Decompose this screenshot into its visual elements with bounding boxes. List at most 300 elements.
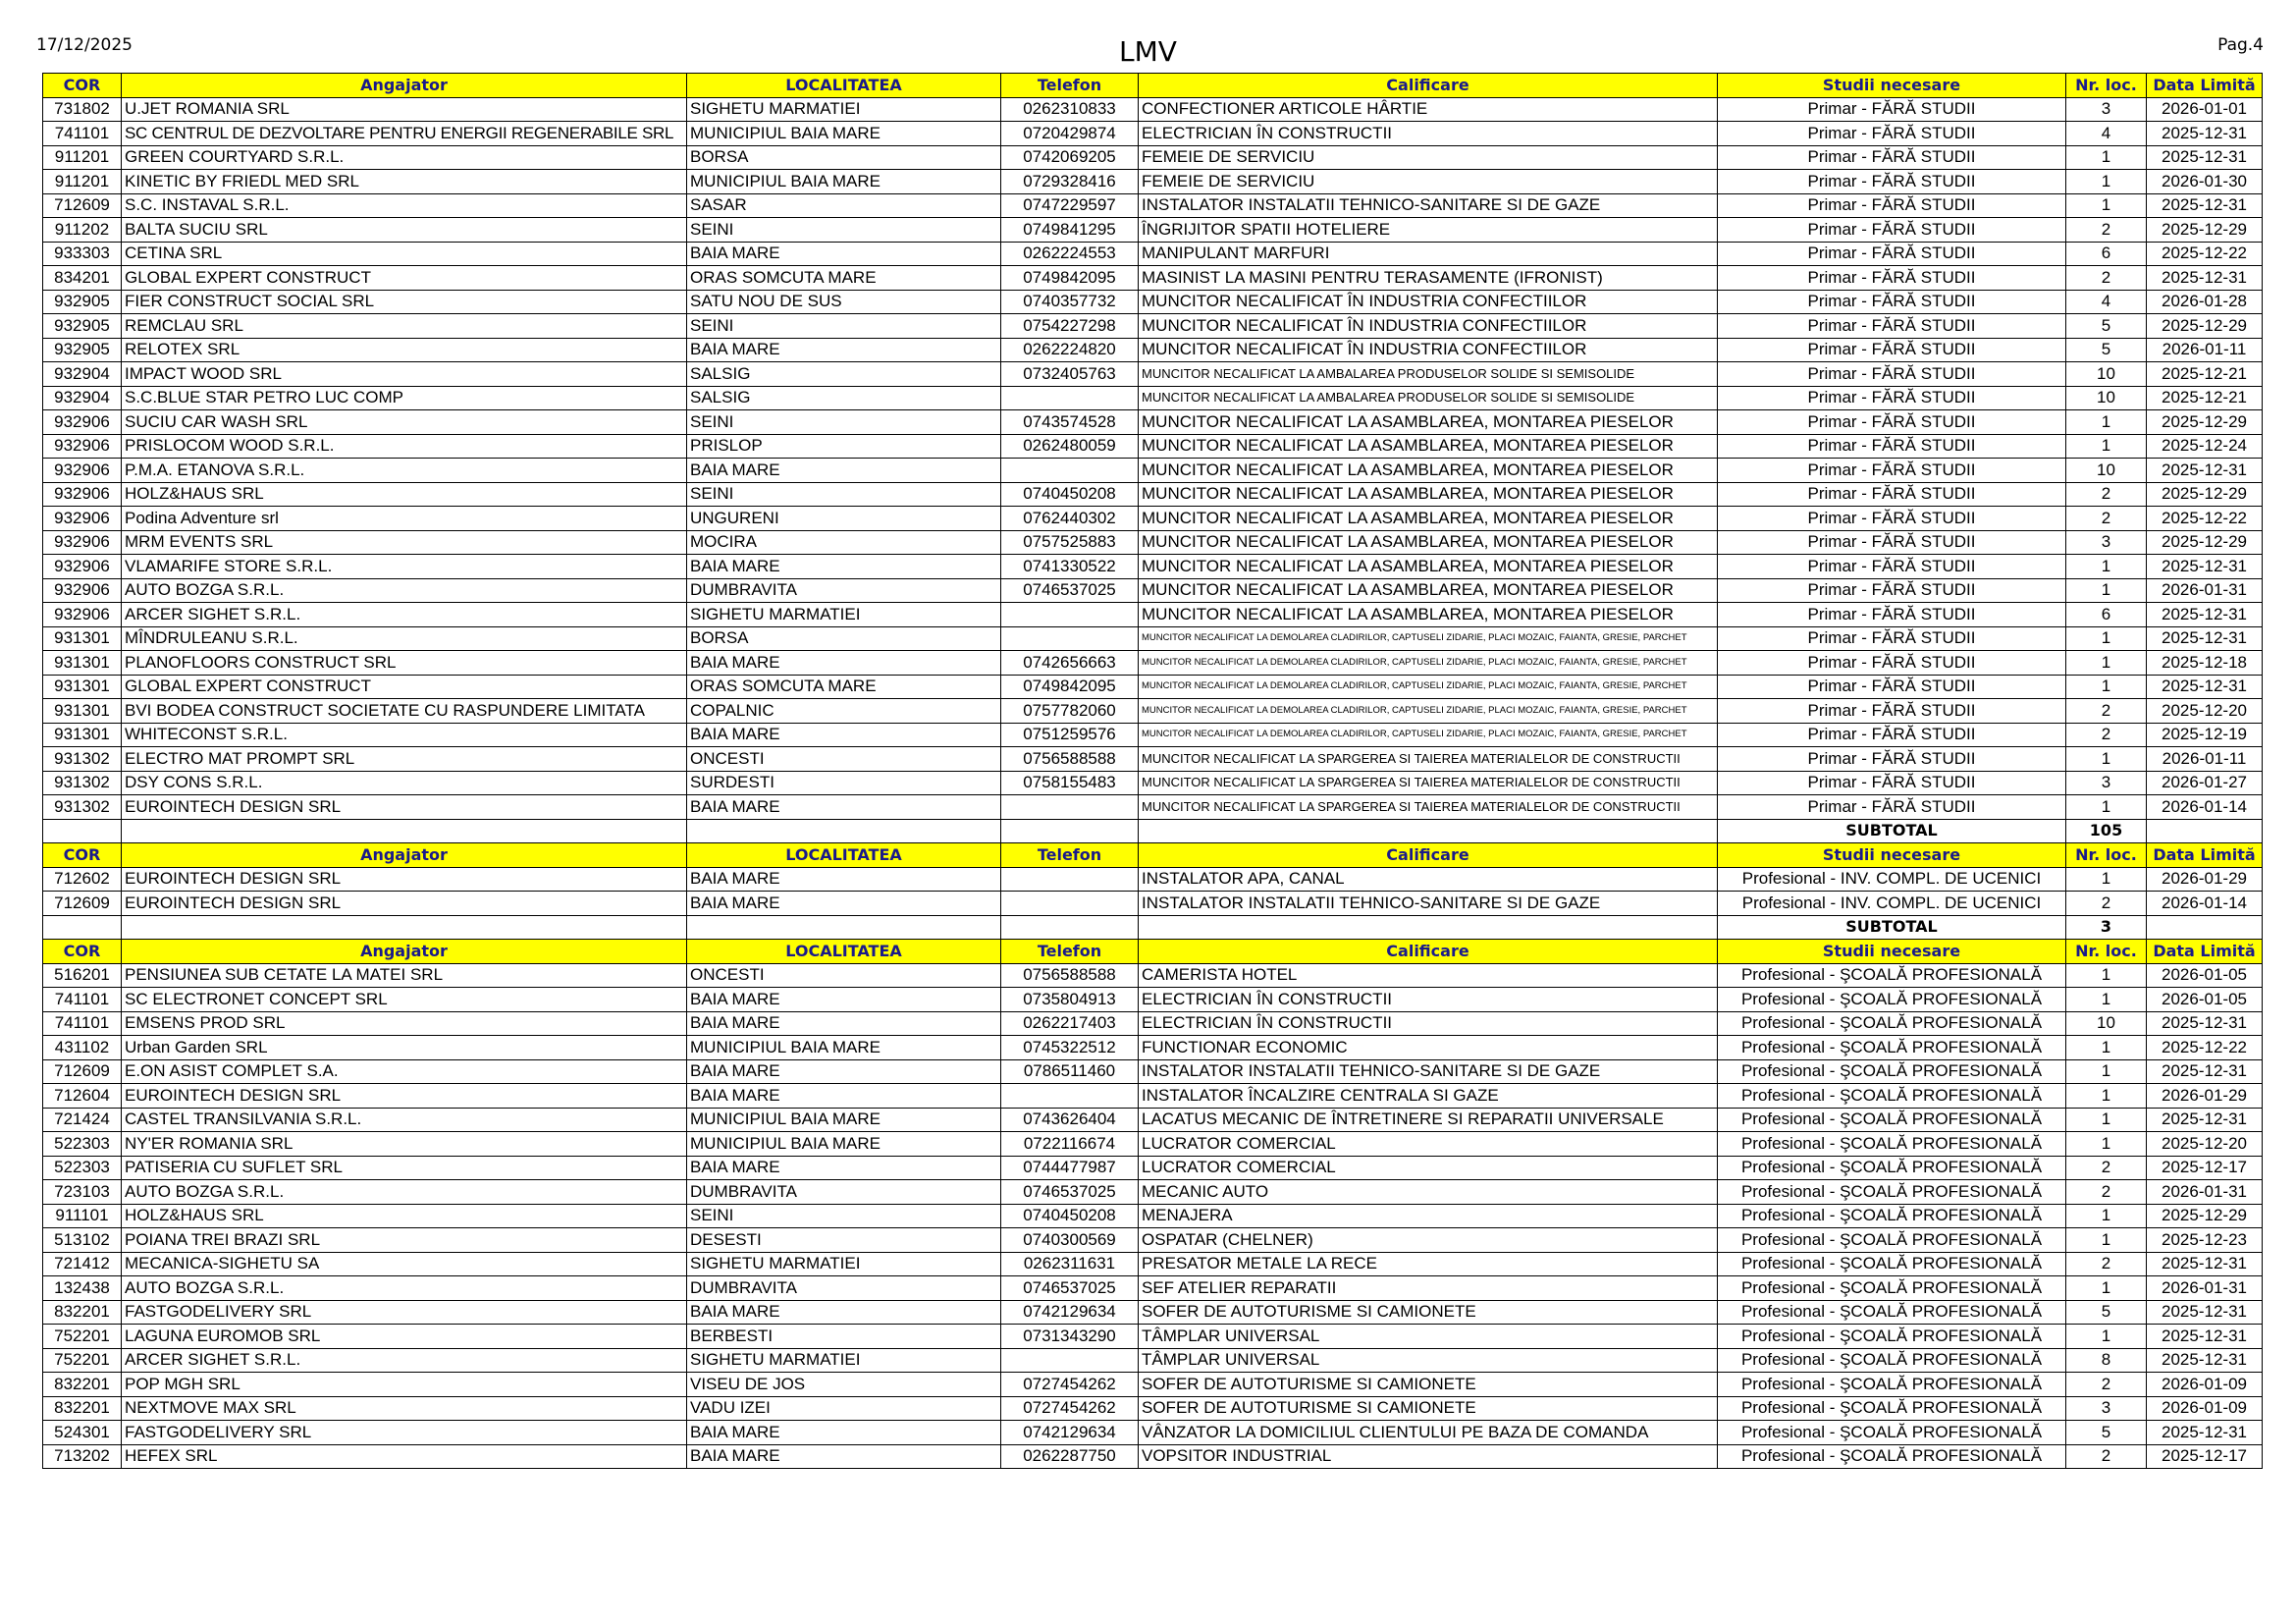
subtotal-row xyxy=(43,819,2263,843)
deadline-cell: 2026-01-05 xyxy=(2147,963,2263,988)
qualification-cell: INSTALATOR APA, CANAL xyxy=(1139,867,1718,892)
positions-cell: 1 xyxy=(2066,988,2147,1012)
table-row xyxy=(43,1396,2263,1421)
deadline-cell: 2025-12-22 xyxy=(2147,242,2263,266)
cor-cell: 524301 xyxy=(43,1421,122,1445)
table-row xyxy=(43,314,2263,339)
cor-cell: 932906 xyxy=(43,578,122,603)
cor-cell: 932905 xyxy=(43,290,122,314)
cor-cell: 911202 xyxy=(43,218,122,243)
column-header-row xyxy=(43,940,2263,964)
positions-cell: 2 xyxy=(2066,723,2147,747)
employer-cell: EUROINTECH DESIGN SRL xyxy=(122,795,687,820)
employer-cell: MRM EVENTS SRL xyxy=(122,530,687,555)
phone-cell: 0749842095 xyxy=(1001,675,1139,699)
deadline-cell: 2025-12-31 xyxy=(2147,555,2263,579)
table-row xyxy=(43,1108,2263,1132)
qualification-cell: SEF ATELIER REPARATII xyxy=(1139,1276,1718,1301)
subtotal-label: SUBTOTAL xyxy=(1718,915,2066,940)
cor-cell: 741101 xyxy=(43,122,122,146)
cor-cell: 931302 xyxy=(43,771,122,795)
table-row xyxy=(43,675,2263,699)
employer-cell: PRISLOCOM WOOD S.R.L. xyxy=(122,434,687,459)
phone-cell: 0751259576 xyxy=(1001,723,1139,747)
deadline-cell: 2026-01-09 xyxy=(2147,1373,2263,1397)
subtotal-value: 3 xyxy=(2066,915,2147,940)
column-header: Nr. loc. xyxy=(2066,74,2147,98)
report-date: 17/12/2025 xyxy=(36,35,133,55)
locality-cell: UNGURENI xyxy=(687,507,1001,531)
employer-cell: AUTO BOZGA S.R.L. xyxy=(122,1180,687,1205)
locality-cell: BORSA xyxy=(687,145,1001,170)
positions-cell: 10 xyxy=(2066,386,2147,410)
studies-cell: Primar - FĂRĂ STUDII xyxy=(1718,771,2066,795)
qualification-cell: MUNCITOR NECALIFICAT ÎN INDUSTRIA CONFECTIILOR xyxy=(1139,290,1718,314)
employer-cell: HOLZ&HAUS SRL xyxy=(122,482,687,507)
locality-cell: BAIA MARE xyxy=(687,651,1001,676)
cor-cell: 712609 xyxy=(43,1059,122,1084)
studies-cell: Primar - FĂRĂ STUDII xyxy=(1718,218,2066,243)
phone-cell: 0262287750 xyxy=(1001,1444,1139,1469)
phone-cell: 0743626404 xyxy=(1001,1108,1139,1132)
positions-cell: 1 xyxy=(2066,795,2147,820)
studies-cell: Primar - FĂRĂ STUDII xyxy=(1718,170,2066,194)
phone-cell: 0262224820 xyxy=(1001,338,1139,362)
cor-cell: 932906 xyxy=(43,555,122,579)
locality-cell: SIGHETU MARMATIEI xyxy=(687,1252,1001,1276)
locality-cell: VADU IZEI xyxy=(687,1396,1001,1421)
employer-cell: POP MGH SRL xyxy=(122,1373,687,1397)
studies-cell: Profesional - INV. COMPL. DE UCENICI xyxy=(1718,867,2066,892)
qualification-cell: TÂMPLAR UNIVERSAL xyxy=(1139,1325,1718,1349)
qualification-cell: SOFER DE AUTOTURISME SI CAMIONETE xyxy=(1139,1300,1718,1325)
employer-cell: SC CENTRUL DE DEZVOLTARE PENTRU ENERGII REGENERABILE SRL xyxy=(122,122,687,146)
cor-cell: 741101 xyxy=(43,988,122,1012)
studies-cell: Profesional - ŞCOALĂ PROFESIONALĂ xyxy=(1718,1084,2066,1109)
deadline-cell: 2026-01-31 xyxy=(2147,1276,2263,1301)
phone-cell xyxy=(1001,867,1139,892)
column-header: LOCALITATEA xyxy=(687,843,1001,868)
employer-cell: HEFEX SRL xyxy=(122,1444,687,1469)
positions-cell: 3 xyxy=(2066,1396,2147,1421)
cor-cell: 712609 xyxy=(43,892,122,916)
cor-cell: 933303 xyxy=(43,242,122,266)
positions-cell: 1 xyxy=(2066,434,2147,459)
positions-cell: 1 xyxy=(2066,1204,2147,1228)
deadline-cell: 2025-12-24 xyxy=(2147,434,2263,459)
column-header: COR xyxy=(43,74,122,98)
locality-cell: BAIA MARE xyxy=(687,555,1001,579)
column-header: Studii necesare xyxy=(1718,74,2066,98)
locality-cell: VISEU DE JOS xyxy=(687,1373,1001,1397)
employer-cell: NEXTMOVE MAX SRL xyxy=(122,1396,687,1421)
column-header: Studii necesare xyxy=(1718,843,2066,868)
deadline-cell: 2025-12-31 xyxy=(2147,1348,2263,1373)
phone-cell: 0727454262 xyxy=(1001,1396,1139,1421)
employer-cell: GLOBAL EXPERT CONSTRUCT xyxy=(122,266,687,291)
locality-cell: BORSA xyxy=(687,626,1001,651)
locality-cell: MUNICIPIUL BAIA MARE xyxy=(687,1108,1001,1132)
table-row xyxy=(43,1180,2263,1205)
employer-cell: EMSENS PROD SRL xyxy=(122,1011,687,1036)
table-row xyxy=(43,1204,2263,1228)
locality-cell: DUMBRAVITA xyxy=(687,1276,1001,1301)
studies-cell: Profesional - ŞCOALĂ PROFESIONALĂ xyxy=(1718,1036,2066,1060)
column-header: Angajator xyxy=(122,74,687,98)
subtotal-value: 105 xyxy=(2066,819,2147,843)
cor-cell: 723103 xyxy=(43,1180,122,1205)
employer-cell: EUROINTECH DESIGN SRL xyxy=(122,892,687,916)
qualification-cell: SOFER DE AUTOTURISME SI CAMIONETE xyxy=(1139,1373,1718,1397)
studies-cell: Profesional - ŞCOALĂ PROFESIONALĂ xyxy=(1718,1180,2066,1205)
table-row xyxy=(43,193,2263,218)
cor-cell: 713202 xyxy=(43,1444,122,1469)
locality-cell: BAIA MARE xyxy=(687,459,1001,483)
table-row xyxy=(43,218,2263,243)
positions-cell: 2 xyxy=(2066,1252,2147,1276)
qualification-cell: MUNCITOR NECALIFICAT LA ASAMBLAREA, MONTAREA PIESELOR xyxy=(1139,459,1718,483)
phone-cell: 0758155483 xyxy=(1001,771,1139,795)
qualification-cell: MUNCITOR NECALIFICAT LA ASAMBLAREA, MONTAREA PIESELOR xyxy=(1139,578,1718,603)
phone-cell xyxy=(1001,1348,1139,1373)
studies-cell: Primar - FĂRĂ STUDII xyxy=(1718,193,2066,218)
employer-cell: E.ON ASIST COMPLET S.A. xyxy=(122,1059,687,1084)
phone-cell: 0756588588 xyxy=(1001,747,1139,772)
table-row xyxy=(43,290,2263,314)
positions-cell: 4 xyxy=(2066,122,2147,146)
deadline-cell: 2026-01-14 xyxy=(2147,892,2263,916)
qualification-cell: PRESATOR METALE LA RECE xyxy=(1139,1252,1718,1276)
employer-cell: P.M.A. ETANOVA S.R.L. xyxy=(122,459,687,483)
employer-cell: Podina Adventure srl xyxy=(122,507,687,531)
deadline-cell: 2025-12-29 xyxy=(2147,410,2263,435)
table-row xyxy=(43,242,2263,266)
employer-cell: RELOTEX SRL xyxy=(122,338,687,362)
cor-cell: 932906 xyxy=(43,507,122,531)
deadline-cell: 2025-12-31 xyxy=(2147,193,2263,218)
studies-cell: Profesional - ŞCOALĂ PROFESIONALĂ xyxy=(1718,1059,2066,1084)
qualification-cell: MUNCITOR NECALIFICAT LA SPARGEREA SI TAIEREA MATERIALELOR DE CONSTRUCTII xyxy=(1139,795,1718,820)
studies-cell: Primar - FĂRĂ STUDII xyxy=(1718,507,2066,531)
qualification-cell: MUNCITOR NECALIFICAT LA ASAMBLAREA, MONTAREA PIESELOR xyxy=(1139,530,1718,555)
employer-cell: PLANOFLOORS CONSTRUCT SRL xyxy=(122,651,687,676)
phone-cell: 0731343290 xyxy=(1001,1325,1139,1349)
cor-cell: 522303 xyxy=(43,1156,122,1180)
positions-cell: 2 xyxy=(2066,1180,2147,1205)
studies-cell: Primar - FĂRĂ STUDII xyxy=(1718,338,2066,362)
column-header: LOCALITATEA xyxy=(687,74,1001,98)
cor-cell: 931302 xyxy=(43,747,122,772)
employer-cell: KINETIC BY FRIEDL MED SRL xyxy=(122,170,687,194)
employer-cell: S.C.BLUE STAR PETRO LUC COMP xyxy=(122,386,687,410)
deadline-cell: 2025-12-31 xyxy=(2147,626,2263,651)
employer-cell: BALTA SUCIU SRL xyxy=(122,218,687,243)
qualification-cell: OSPATAR (CHELNER) xyxy=(1139,1228,1718,1253)
qualification-cell: MUNCITOR NECALIFICAT ÎN INDUSTRIA CONFECTIILOR xyxy=(1139,338,1718,362)
deadline-cell: 2026-01-29 xyxy=(2147,1084,2263,1109)
studies-cell: Profesional - INV. COMPL. DE UCENICI xyxy=(1718,892,2066,916)
column-header: LOCALITATEA xyxy=(687,940,1001,964)
column-header: Angajator xyxy=(122,940,687,964)
locality-cell: SEINI xyxy=(687,1204,1001,1228)
studies-cell: Profesional - ŞCOALĂ PROFESIONALĂ xyxy=(1718,1204,2066,1228)
employer-cell: REMCLAU SRL xyxy=(122,314,687,339)
positions-cell: 1 xyxy=(2066,170,2147,194)
employer-cell: S.C. INSTAVAL S.R.L. xyxy=(122,193,687,218)
cor-cell: 731802 xyxy=(43,97,122,122)
deadline-cell: 2025-12-31 xyxy=(2147,603,2263,627)
cor-cell: 431102 xyxy=(43,1036,122,1060)
employer-cell: SUCIU CAR WASH SRL xyxy=(122,410,687,435)
qualification-cell: MUNCITOR NECALIFICAT LA ASAMBLAREA, MONTAREA PIESELOR xyxy=(1139,603,1718,627)
locality-cell: BAIA MARE xyxy=(687,867,1001,892)
employer-cell: PENSIUNEA SUB CETATE LA MATEI SRL xyxy=(122,963,687,988)
column-header: Data Limită xyxy=(2147,940,2263,964)
phone-cell: 0756588588 xyxy=(1001,963,1139,988)
studies-cell: Profesional - ŞCOALĂ PROFESIONALĂ xyxy=(1718,1300,2066,1325)
positions-cell: 5 xyxy=(2066,314,2147,339)
qualification-cell: INSTALATOR INSTALATII TEHNICO-SANITARE SI DE GAZE xyxy=(1139,193,1718,218)
studies-cell: Profesional - ŞCOALĂ PROFESIONALĂ xyxy=(1718,988,2066,1012)
column-header: Calificare xyxy=(1139,74,1718,98)
cor-cell: 911201 xyxy=(43,145,122,170)
positions-cell: 1 xyxy=(2066,410,2147,435)
employer-cell: Urban Garden SRL xyxy=(122,1036,687,1060)
studies-cell: Primar - FĂRĂ STUDII xyxy=(1718,242,2066,266)
column-header: Angajator xyxy=(122,843,687,868)
column-header: Data Limită xyxy=(2147,74,2263,98)
qualification-cell: LACATUS MECANIC DE ÎNTRETINERE SI REPARATII UNIVERSALE xyxy=(1139,1108,1718,1132)
locality-cell: SEINI xyxy=(687,410,1001,435)
empty-cell xyxy=(1001,915,1139,940)
table-row xyxy=(43,723,2263,747)
phone-cell: 0762440302 xyxy=(1001,507,1139,531)
empty-cell xyxy=(2147,819,2263,843)
studies-cell: Primar - FĂRĂ STUDII xyxy=(1718,386,2066,410)
studies-cell: Primar - FĂRĂ STUDII xyxy=(1718,266,2066,291)
cor-cell: 932906 xyxy=(43,482,122,507)
phone-cell: 0742129634 xyxy=(1001,1300,1139,1325)
empty-cell xyxy=(1139,819,1718,843)
table-row xyxy=(43,97,2263,122)
studies-cell: Primar - FĂRĂ STUDII xyxy=(1718,675,2066,699)
qualification-cell: ELECTRICIAN ÎN CONSTRUCTII xyxy=(1139,1011,1718,1036)
qualification-cell: MUNCITOR NECALIFICAT ÎN INDUSTRIA CONFECTIILOR xyxy=(1139,314,1718,339)
employer-cell: U.JET ROMANIA SRL xyxy=(122,97,687,122)
studies-cell: Primar - FĂRĂ STUDII xyxy=(1718,578,2066,603)
positions-cell: 2 xyxy=(2066,1444,2147,1469)
table-row xyxy=(43,1444,2263,1469)
subtotal-row xyxy=(43,915,2263,940)
deadline-cell: 2025-12-31 xyxy=(2147,145,2263,170)
employer-cell: CETINA SRL xyxy=(122,242,687,266)
deadline-cell: 2025-12-31 xyxy=(2147,1011,2263,1036)
deadline-cell: 2025-12-17 xyxy=(2147,1156,2263,1180)
empty-cell xyxy=(43,915,122,940)
column-header: COR xyxy=(43,940,122,964)
cor-cell: 132438 xyxy=(43,1276,122,1301)
studies-cell: Profesional - ŞCOALĂ PROFESIONALĂ xyxy=(1718,1276,2066,1301)
qualification-cell: FUNCTIONAR ECONOMIC xyxy=(1139,1036,1718,1060)
column-header: Nr. loc. xyxy=(2066,940,2147,964)
qualification-cell: MUNCITOR NECALIFICAT LA AMBALAREA PRODUSELOR SOLIDE SI SEMISOLIDE xyxy=(1139,362,1718,387)
phone-cell xyxy=(1001,795,1139,820)
phone-cell: 0262480059 xyxy=(1001,434,1139,459)
column-header: COR xyxy=(43,843,122,868)
qualification-cell: MUNCITOR NECALIFICAT LA AMBALAREA PRODUSELOR SOLIDE SI SEMISOLIDE xyxy=(1139,386,1718,410)
locality-cell: BERBESTI xyxy=(687,1325,1001,1349)
studies-cell: Primar - FĂRĂ STUDII xyxy=(1718,97,2066,122)
deadline-cell: 2025-12-29 xyxy=(2147,530,2263,555)
studies-cell: Primar - FĂRĂ STUDII xyxy=(1718,626,2066,651)
locality-cell: SURDESTI xyxy=(687,771,1001,795)
cor-cell: 932906 xyxy=(43,459,122,483)
employer-cell: POIANA TREI BRAZI SRL xyxy=(122,1228,687,1253)
locality-cell: DUMBRAVITA xyxy=(687,578,1001,603)
empty-cell xyxy=(2147,915,2263,940)
locality-cell: BAIA MARE xyxy=(687,1300,1001,1325)
deadline-cell: 2025-12-17 xyxy=(2147,1444,2263,1469)
table-row xyxy=(43,578,2263,603)
positions-cell: 6 xyxy=(2066,242,2147,266)
table-row xyxy=(43,1228,2263,1253)
deadline-cell: 2025-12-31 xyxy=(2147,122,2263,146)
qualification-cell: INSTALATOR INSTALATII TEHNICO-SANITARE SI DE GAZE xyxy=(1139,1059,1718,1084)
positions-cell: 1 xyxy=(2066,555,2147,579)
phone-cell: 0786511460 xyxy=(1001,1059,1139,1084)
studies-cell: Profesional - ŞCOALĂ PROFESIONALĂ xyxy=(1718,1396,2066,1421)
qualification-cell: VÂNZATOR LA DOMICILIUL CLIENTULUI PE BAZA DE COMANDA xyxy=(1139,1421,1718,1445)
qualification-cell: MUNCITOR NECALIFICAT LA DEMOLAREA CLADIRILOR, CAPTUSELI ZIDARIE, PLACI MOZAIC, FAIANTA, GRESIE, PARCHET xyxy=(1139,675,1718,699)
employer-cell: AUTO BOZGA S.R.L. xyxy=(122,1276,687,1301)
deadline-cell: 2025-12-31 xyxy=(2147,459,2263,483)
cor-cell: 721412 xyxy=(43,1252,122,1276)
phone-cell: 0262311631 xyxy=(1001,1252,1139,1276)
column-header: Telefon xyxy=(1001,940,1139,964)
positions-cell: 1 xyxy=(2066,651,2147,676)
positions-cell: 2 xyxy=(2066,1373,2147,1397)
page-number: Pag.4 xyxy=(2217,35,2264,55)
positions-cell: 2 xyxy=(2066,892,2147,916)
qualification-cell: ELECTRICIAN ÎN CONSTRUCTII xyxy=(1139,988,1718,1012)
locality-cell: BAIA MARE xyxy=(687,892,1001,916)
table-row xyxy=(43,122,2263,146)
locality-cell: SEINI xyxy=(687,218,1001,243)
table-row xyxy=(43,1373,2263,1397)
employer-cell: FASTGODELIVERY SRL xyxy=(122,1421,687,1445)
cor-cell: 832201 xyxy=(43,1373,122,1397)
locality-cell: BAIA MARE xyxy=(687,242,1001,266)
column-header: Data Limită xyxy=(2147,843,2263,868)
table-row xyxy=(43,145,2263,170)
positions-cell: 1 xyxy=(2066,1108,2147,1132)
locality-cell: DUMBRAVITA xyxy=(687,1180,1001,1205)
cor-cell: 932904 xyxy=(43,362,122,387)
phone-cell: 0740450208 xyxy=(1001,1204,1139,1228)
positions-cell: 3 xyxy=(2066,771,2147,795)
studies-cell: Profesional - ŞCOALĂ PROFESIONALĂ xyxy=(1718,1252,2066,1276)
locality-cell: MUNICIPIUL BAIA MARE xyxy=(687,1036,1001,1060)
cor-cell: 932906 xyxy=(43,530,122,555)
phone-cell: 0720429874 xyxy=(1001,122,1139,146)
cor-cell: 932904 xyxy=(43,386,122,410)
table-row xyxy=(43,410,2263,435)
deadline-cell: 2026-01-30 xyxy=(2147,170,2263,194)
studies-cell: Primar - FĂRĂ STUDII xyxy=(1718,723,2066,747)
phone-cell xyxy=(1001,892,1139,916)
studies-cell: Primar - FĂRĂ STUDII xyxy=(1718,434,2066,459)
phone-cell: 0262310833 xyxy=(1001,97,1139,122)
positions-cell: 1 xyxy=(2066,578,2147,603)
table-row xyxy=(43,626,2263,651)
cor-cell: 741101 xyxy=(43,1011,122,1036)
table-row xyxy=(43,988,2263,1012)
deadline-cell: 2025-12-21 xyxy=(2147,386,2263,410)
locality-cell: MUNICIPIUL BAIA MARE xyxy=(687,170,1001,194)
phone-cell: 0743574528 xyxy=(1001,410,1139,435)
cor-cell: 931302 xyxy=(43,795,122,820)
table-row xyxy=(43,1252,2263,1276)
table-row xyxy=(43,963,2263,988)
positions-cell: 8 xyxy=(2066,1348,2147,1373)
phone-cell: 0262217403 xyxy=(1001,1011,1139,1036)
employer-cell: SC ELECTRONET CONCEPT SRL xyxy=(122,988,687,1012)
table-row xyxy=(43,892,2263,916)
table-row xyxy=(43,1011,2263,1036)
qualification-cell: FEMEIE DE SERVICIU xyxy=(1139,170,1718,194)
positions-cell: 3 xyxy=(2066,530,2147,555)
qualification-cell: CONFECTIONER ARTICOLE HÂRTIE xyxy=(1139,97,1718,122)
table-row xyxy=(43,1276,2263,1301)
studies-cell: Profesional - ŞCOALĂ PROFESIONALĂ xyxy=(1718,1373,2066,1397)
cor-cell: 932906 xyxy=(43,603,122,627)
locality-cell: MOCIRA xyxy=(687,530,1001,555)
cor-cell: 513102 xyxy=(43,1228,122,1253)
deadline-cell: 2026-01-11 xyxy=(2147,338,2263,362)
positions-cell: 1 xyxy=(2066,1325,2147,1349)
locality-cell: BAIA MARE xyxy=(687,1011,1001,1036)
deadline-cell: 2025-12-23 xyxy=(2147,1228,2263,1253)
employer-cell: BVI BODEA CONSTRUCT SOCIETATE CU RASPUNDERE LIMITATA xyxy=(122,699,687,724)
phone-cell: 0741330522 xyxy=(1001,555,1139,579)
phone-cell: 0749842095 xyxy=(1001,266,1139,291)
cor-cell: 931301 xyxy=(43,723,122,747)
employer-cell: ARCER SIGHET S.R.L. xyxy=(122,603,687,627)
qualification-cell: MUNCITOR NECALIFICAT LA ASAMBLAREA, MONTAREA PIESELOR xyxy=(1139,555,1718,579)
qualification-cell: MECANIC AUTO xyxy=(1139,1180,1718,1205)
cor-cell: 712609 xyxy=(43,193,122,218)
positions-cell: 2 xyxy=(2066,482,2147,507)
locality-cell: ONCESTI xyxy=(687,747,1001,772)
table-row xyxy=(43,459,2263,483)
studies-cell: Profesional - ŞCOALĂ PROFESIONALĂ xyxy=(1718,1108,2066,1132)
qualification-cell: MANIPULANT MARFURI xyxy=(1139,242,1718,266)
employer-cell: FASTGODELIVERY SRL xyxy=(122,1300,687,1325)
deadline-cell: 2025-12-20 xyxy=(2147,699,2263,724)
employer-cell: AUTO BOZGA S.R.L. xyxy=(122,578,687,603)
deadline-cell: 2025-12-22 xyxy=(2147,507,2263,531)
table-row xyxy=(43,1084,2263,1109)
studies-cell: Profesional - ŞCOALĂ PROFESIONALĂ xyxy=(1718,1348,2066,1373)
qualification-cell: MUNCITOR NECALIFICAT LA DEMOLAREA CLADIRILOR, CAPTUSELI ZIDARIE, PLACI MOZAIC, FAIANTA, GRESIE, PARCHET xyxy=(1139,723,1718,747)
deadline-cell: 2025-12-31 xyxy=(2147,1108,2263,1132)
table-row xyxy=(43,507,2263,531)
employer-cell: GREEN COURTYARD S.R.L. xyxy=(122,145,687,170)
cor-cell: 931301 xyxy=(43,651,122,676)
empty-cell xyxy=(122,915,687,940)
employer-cell: EUROINTECH DESIGN SRL xyxy=(122,867,687,892)
cor-cell: 712604 xyxy=(43,1084,122,1109)
